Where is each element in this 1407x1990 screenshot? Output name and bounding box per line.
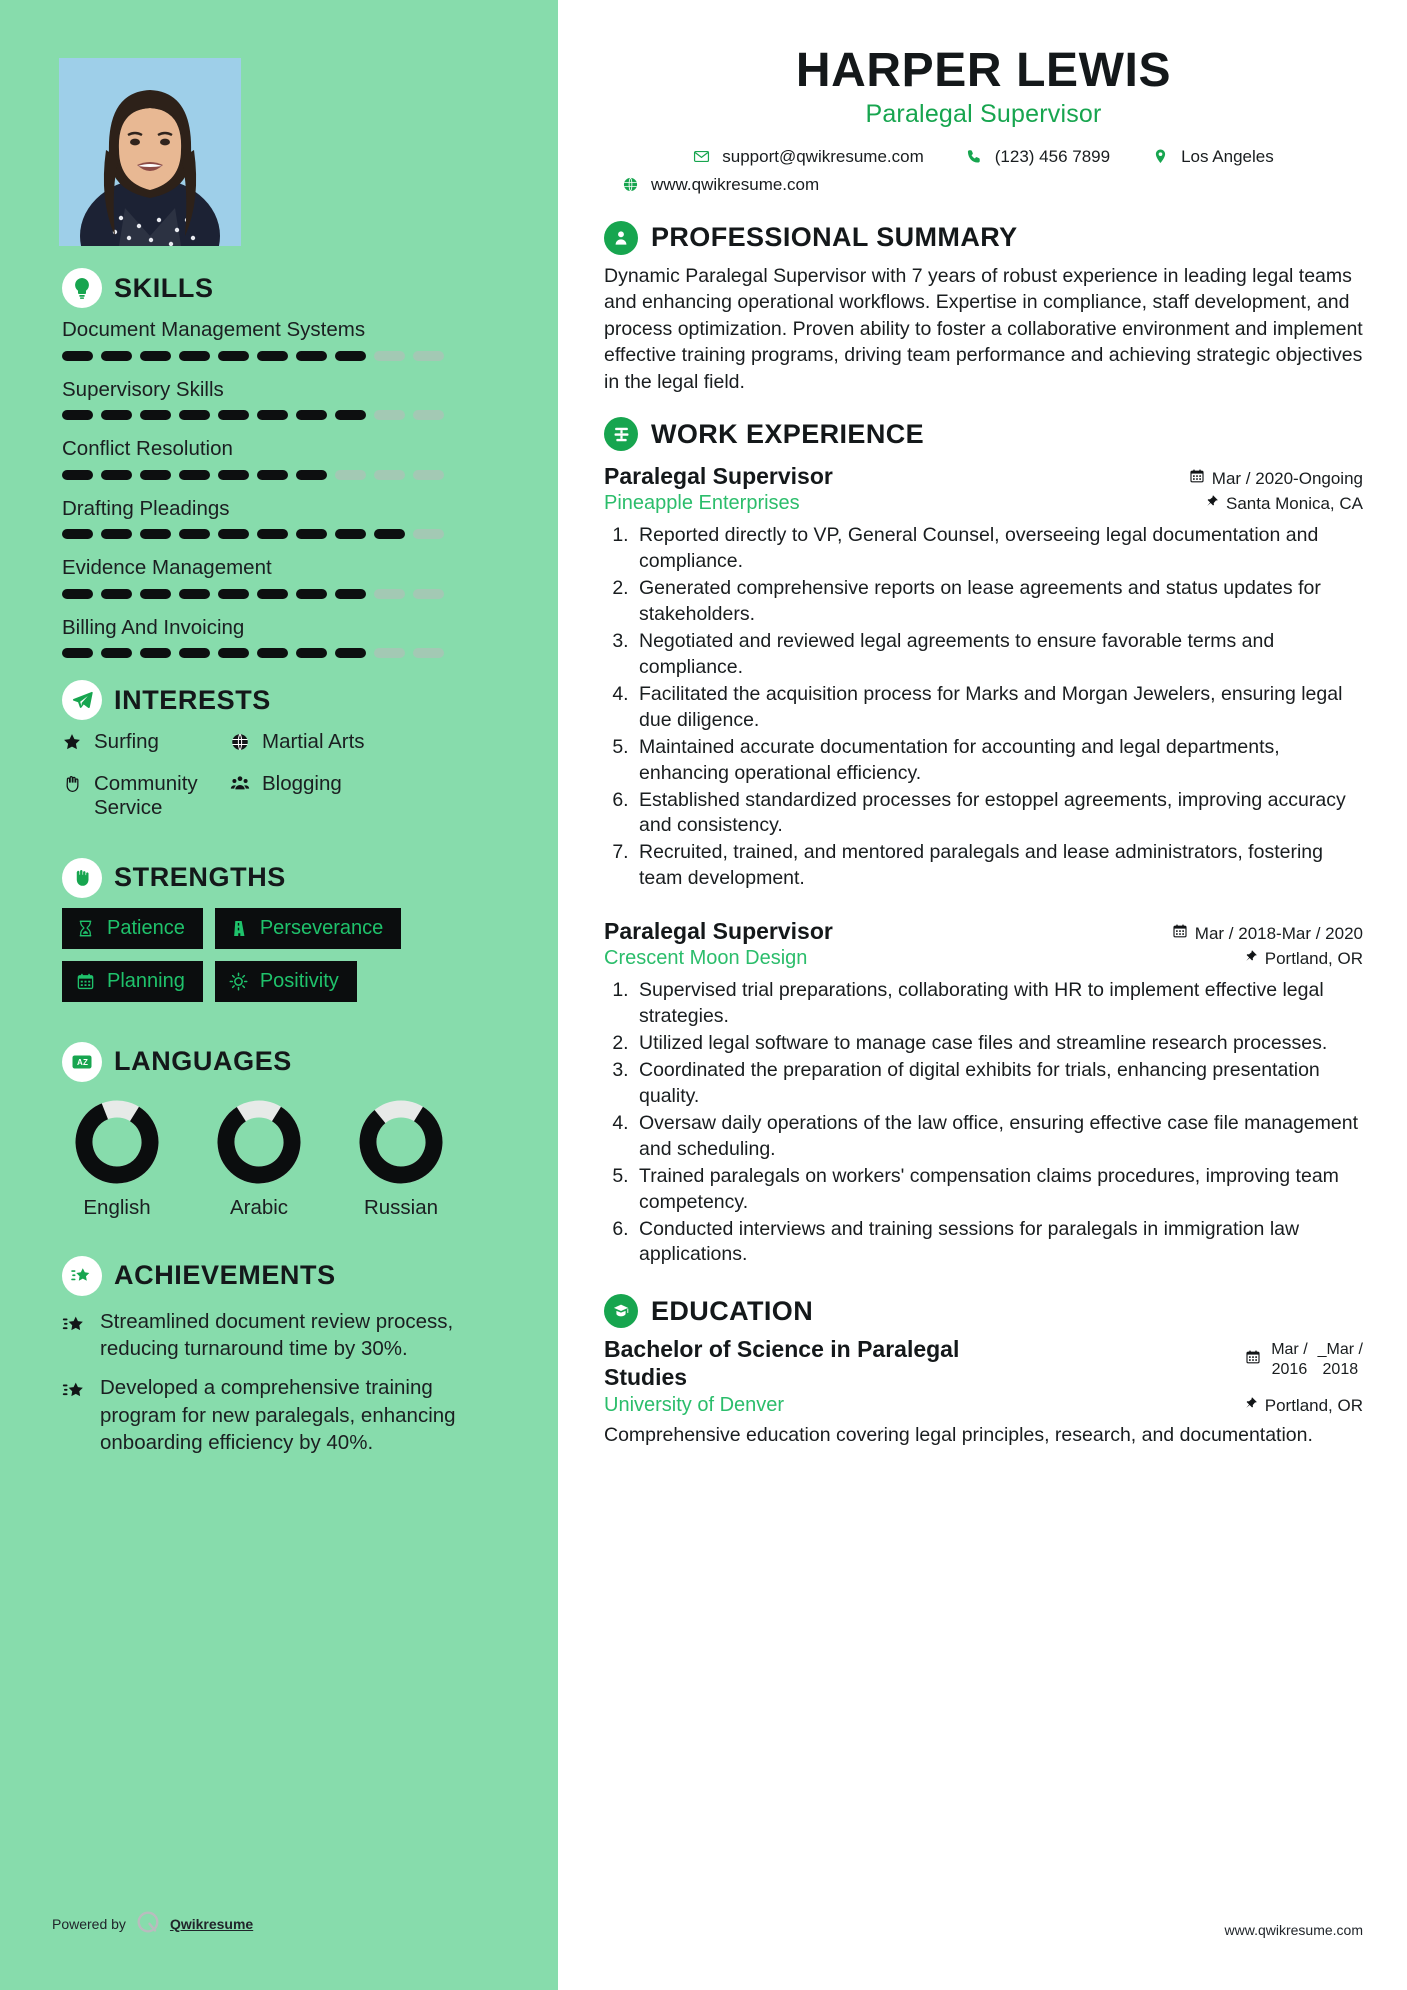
- education-header: [604, 1294, 1363, 1328]
- map-pin-icon: [1152, 148, 1170, 165]
- calendar-icon: [1245, 1349, 1261, 1370]
- job-bullet: 4. Facilitated the acquisition process for Marks and Morgan Jewelers, ensuring legal due diligence.: [634, 682, 1363, 734]
- skill-dash: [218, 589, 249, 599]
- education-subheader: [604, 1394, 1363, 1417]
- interest-label: Martial Arts: [262, 730, 365, 754]
- achievement-text: Developed a comprehensive training program for new paralegals, enhancing onboarding efficiency by 40%.: [100, 1376, 456, 1454]
- skill-row: [62, 318, 496, 361]
- education-start-date: [1271, 1340, 1307, 1378]
- skill-dash: [413, 529, 444, 539]
- education-end-year: 2018: [1322, 1360, 1359, 1378]
- skill-dash: [374, 470, 405, 480]
- interest-label: Surfing: [94, 730, 159, 754]
- pin-icon: [1204, 494, 1219, 514]
- qwikresume-logo-icon: [135, 1909, 161, 1938]
- person-icon: [604, 221, 638, 255]
- skill-dash: [413, 470, 444, 480]
- education-dates: [1245, 1336, 1363, 1378]
- avatar: [59, 58, 241, 246]
- strength-label: Positivity: [259, 969, 339, 992]
- job-bullet: 1. Reported directly to VP, General Counsel, overseeing legal documentation and compliance.: [634, 523, 1363, 575]
- job-bullets: [634, 978, 1363, 1268]
- paper-plane-icon: [62, 680, 102, 720]
- skill-label: Evidence Management: [62, 556, 272, 580]
- achievements-header: [62, 1256, 496, 1296]
- strength-label: Patience: [107, 916, 185, 939]
- skill-dash: [374, 589, 405, 599]
- job-bullet: 2. Utilized legal software to manage case files and streamline research processes.: [634, 1031, 1363, 1057]
- interest-item: [62, 772, 222, 820]
- main-footer-url: www.qwikresume.com: [1224, 1922, 1363, 1938]
- job-title: Paralegal Supervisor: [604, 918, 833, 945]
- skill-dash: [257, 470, 288, 480]
- job-dates: [1189, 468, 1363, 489]
- contact-row-website: [604, 175, 1363, 195]
- svg-text:Z: Z: [83, 1057, 88, 1067]
- calendar-icon: [76, 972, 96, 991]
- achievement-item: [62, 1308, 496, 1363]
- job-entry: [604, 463, 1363, 892]
- job-bullet: 2. Generated comprehensive reports on lease agreements and status updates for stakeholders.: [634, 576, 1363, 628]
- interests-header: [62, 680, 496, 720]
- language-item: [62, 1098, 172, 1220]
- contact-map-pin[interactable]: [1152, 147, 1274, 167]
- calendar-icon: [1172, 923, 1188, 944]
- language-item: [204, 1098, 314, 1220]
- summary-title: PROFESSIONAL SUMMARY: [651, 222, 1018, 253]
- language-donut: [73, 1098, 161, 1186]
- jobs-list: [604, 463, 1363, 1268]
- achievement-text: Streamlined document review process, reducing turnaround time by 30%.: [100, 1309, 454, 1361]
- skill-rating-bar: [62, 648, 496, 658]
- interest-label: Blogging: [262, 771, 342, 795]
- job-company: Crescent Moon Design: [604, 947, 808, 970]
- achievement-item: [62, 1374, 496, 1456]
- education-location: [1243, 1396, 1363, 1416]
- skill-dash: [179, 589, 210, 599]
- job-header: [604, 463, 1363, 490]
- profile-photo: [59, 58, 241, 246]
- skill-dash: [374, 648, 405, 658]
- job-bullet: 3. Negotiated and reviewed legal agreements to ensure favorable terms and compliance.: [634, 629, 1363, 681]
- skill-dash: [257, 410, 288, 420]
- job-subheader: [604, 492, 1363, 515]
- skill-dash: [413, 410, 444, 420]
- skill-dash: [179, 470, 210, 480]
- languages-title: LANGUAGES: [114, 1046, 292, 1077]
- skill-dash: [413, 648, 444, 658]
- calendar-icon: [1189, 468, 1205, 489]
- job-location: [1204, 494, 1363, 514]
- job-entry: [604, 918, 1363, 1268]
- qwikresume-link[interactable]: Qwikresume: [169, 1915, 254, 1932]
- skill-dash: [140, 529, 171, 539]
- section-work-experience: [604, 417, 1363, 1268]
- skills-list: [62, 318, 496, 658]
- strength-chip: [62, 908, 203, 949]
- achievements-list: [62, 1308, 496, 1456]
- education-entry: [604, 1336, 1363, 1448]
- lightbulb-icon: [62, 268, 102, 308]
- skill-dash: [62, 470, 93, 480]
- education-location-text: Portland, OR: [1264, 1395, 1363, 1415]
- education-school: University of Denver: [604, 1393, 785, 1416]
- skill-rating-bar: [62, 589, 496, 599]
- graduate-icon: [604, 1294, 638, 1328]
- section-interests: [62, 680, 496, 820]
- job-header: [604, 918, 1363, 945]
- skill-dash: [296, 351, 327, 361]
- skill-dash: [62, 351, 93, 361]
- skill-dash: [140, 410, 171, 420]
- phone-icon: [966, 148, 984, 165]
- job-dates-text: Mar / 2018-Mar / 2020: [1194, 923, 1363, 943]
- contact-block: [604, 147, 1363, 195]
- skill-rating-bar: [62, 470, 496, 480]
- education-end-date: [1318, 1340, 1363, 1378]
- language-item: [346, 1098, 456, 1220]
- job-bullet: 6. Conducted interviews and training sessions for paralegals in immigration law applications.: [634, 1217, 1363, 1269]
- section-languages: [62, 1042, 496, 1220]
- education-header: [604, 1336, 1363, 1391]
- envelope-icon: [693, 148, 711, 165]
- skill-label: Conflict Resolution: [62, 437, 233, 461]
- skill-row: [62, 378, 496, 421]
- language-label: Russian: [363, 1195, 439, 1219]
- section-skills: [62, 268, 496, 658]
- globe-icon: [230, 732, 252, 758]
- skill-dash: [140, 648, 171, 658]
- skill-dash: [296, 529, 327, 539]
- skill-dash: [296, 589, 327, 599]
- contact-envelope[interactable]: [693, 147, 924, 167]
- language-donut: [357, 1098, 445, 1186]
- job-location-text: Portland, OR: [1264, 949, 1363, 969]
- strength-chip: [215, 908, 401, 949]
- skill-dash: [218, 410, 249, 420]
- skill-dash: [257, 648, 288, 658]
- job-bullet: 7. Recruited, trained, and mentored paralegals and lease administrators, fostering team development.: [634, 840, 1363, 892]
- strengths-grid: [62, 908, 496, 1002]
- summary-text: Dynamic Paralegal Supervisor with 7 years of robust experience in leading legal teams and enhancing operational workflows. Expertise in compliance, staff development, and process optimization. Proven ability to foster a collaborative environment and implement effective training programs, driving team performance and achieving strategic objectives in the legal field.: [604, 264, 1363, 393]
- languages-header: [62, 1042, 496, 1082]
- skill-dash: [335, 351, 366, 361]
- languages-list: [62, 1098, 496, 1220]
- job-bullet: 5. Maintained accurate documentation for accounting and legal departments, enhancing operational efficiency.: [634, 735, 1363, 787]
- job-location-text: Santa Monica, CA: [1225, 494, 1363, 514]
- skill-label: Document Management Systems: [62, 318, 366, 341]
- strength-label: Planning: [107, 969, 185, 992]
- skill-row: [62, 616, 496, 659]
- job-bullets: [634, 523, 1363, 892]
- skill-dash: [140, 589, 171, 599]
- skill-dash: [413, 351, 444, 361]
- road-icon: [229, 919, 249, 938]
- skill-dash: [179, 410, 210, 420]
- skill-dash: [218, 470, 249, 480]
- skill-dash: [101, 470, 132, 480]
- skill-dash: [218, 648, 249, 658]
- skill-row: [62, 497, 496, 540]
- skill-label: Drafting Pleadings: [62, 496, 230, 520]
- achievements-title: ACHIEVEMENTS: [114, 1260, 336, 1291]
- section-achievements: [62, 1256, 496, 1456]
- hourglass-icon: [76, 919, 96, 938]
- skill-dash: [101, 648, 132, 658]
- skill-dash: [101, 351, 132, 361]
- interest-item: [230, 772, 496, 820]
- svg-text:A: A: [77, 1057, 83, 1067]
- skill-dash: [179, 648, 210, 658]
- skill-dash: [257, 529, 288, 539]
- skill-row: [62, 437, 496, 480]
- badge-star-icon: [62, 1312, 88, 1363]
- job-bullet: 5. Trained paralegals on workers' compensation claims procedures, improving team competency.: [634, 1164, 1363, 1216]
- contact-value: support@qwikresume.com: [722, 146, 924, 166]
- strength-chip: [215, 961, 357, 1002]
- skill-dash: [140, 470, 171, 480]
- skills-header: [62, 268, 496, 308]
- job-bullet: 1. Supervised trial preparations, collaborating with HR to implement effective legal strategies.: [634, 978, 1363, 1030]
- translate-icon: [62, 1042, 102, 1082]
- language-donut: [215, 1098, 303, 1186]
- skill-dash: [335, 589, 366, 599]
- skill-dash: [257, 351, 288, 361]
- skill-dash: [62, 410, 93, 420]
- contact-website[interactable]: [622, 175, 819, 195]
- contact-value: www.qwikresume.com: [651, 174, 820, 194]
- sidebar-footer: [52, 1909, 253, 1938]
- interest-item: [62, 730, 222, 758]
- powered-by-label: Powered by: [52, 1915, 126, 1932]
- education-list: [604, 1336, 1363, 1448]
- skill-dash: [140, 351, 171, 361]
- strengths-title: STRENGTHS: [114, 862, 286, 893]
- skill-rating-bar: [62, 410, 496, 420]
- badge-star-icon: [62, 1256, 102, 1296]
- job-subheader: [604, 947, 1363, 970]
- skill-dash: [296, 648, 327, 658]
- globe-icon: [622, 176, 640, 193]
- contact-value: Los Angeles: [1181, 146, 1274, 166]
- pin-icon: [1243, 1396, 1258, 1416]
- interests-title: INTERESTS: [114, 684, 271, 715]
- skill-dash: [296, 410, 327, 420]
- education-title: EDUCATION: [651, 1295, 814, 1326]
- main-column: [558, 0, 1407, 1990]
- interest-label: Community Service: [94, 771, 198, 819]
- skill-dash: [179, 529, 210, 539]
- skill-dash: [335, 470, 366, 480]
- skill-row: [62, 556, 496, 599]
- skill-label: Supervisory Skills: [62, 377, 224, 401]
- skill-dash: [62, 589, 93, 599]
- interest-item: [230, 730, 496, 758]
- skill-rating-bar: [62, 529, 496, 539]
- job-company: Pineapple Enterprises: [604, 492, 800, 515]
- education-description: Comprehensive education covering legal principles, research, and documentation.: [604, 1423, 1313, 1446]
- job-bullet: 4. Oversaw daily operations of the law office, ensuring effective case file management and scheduling.: [634, 1111, 1363, 1163]
- education-degree: Bachelor of Science in Paralegal Studies: [604, 1336, 960, 1390]
- skill-dash: [101, 529, 132, 539]
- strength-label: Perseverance: [259, 916, 384, 939]
- job-location: [1243, 949, 1363, 969]
- education-start-year: 2016: [1271, 1360, 1308, 1378]
- job-title: Paralegal Supervisor: [604, 463, 833, 490]
- section-strengths: [62, 858, 496, 1002]
- badge-star-icon: [62, 1378, 88, 1456]
- skill-dash: [335, 410, 366, 420]
- hand-icon: [62, 774, 84, 800]
- education-start-month: Mar /: [1271, 1341, 1308, 1359]
- skill-dash: [296, 470, 327, 480]
- contact-phone[interactable]: [966, 147, 1110, 167]
- skill-dash: [374, 351, 405, 361]
- sun-icon: [229, 972, 249, 991]
- section-professional-summary: [604, 221, 1363, 396]
- skill-dash: [374, 529, 405, 539]
- star-icon: [62, 732, 84, 758]
- skill-dash: [335, 529, 366, 539]
- skills-title: SKILLS: [114, 272, 214, 303]
- section-education: [604, 1294, 1363, 1448]
- work-header: [604, 417, 1363, 451]
- skill-dash: [413, 589, 444, 599]
- skill-dash: [62, 648, 93, 658]
- fist-icon: [62, 858, 102, 898]
- contact-value: (123) 456 7899: [994, 146, 1111, 166]
- job-bullet: 3. Coordinated the preparation of digital exhibits for trials, enhancing presentation quality.: [634, 1058, 1363, 1110]
- job-bullet: 6. Established standardized processes for estoppel agreements, improving accuracy and consistency.: [634, 788, 1363, 840]
- education-end-month: _Mar /: [1317, 1341, 1363, 1359]
- job-role-subtitle: Paralegal Supervisor: [865, 99, 1102, 128]
- language-label: Arabic: [229, 1195, 289, 1219]
- language-label: English: [83, 1195, 151, 1219]
- skill-dash: [101, 589, 132, 599]
- skill-dash: [101, 410, 132, 420]
- skill-dash: [374, 410, 405, 420]
- users-icon: [230, 774, 252, 800]
- skill-dash: [257, 589, 288, 599]
- skill-label: Billing And Invoicing: [62, 615, 245, 639]
- skill-dash: [335, 648, 366, 658]
- skill-dash: [179, 351, 210, 361]
- strengths-header: [62, 858, 496, 898]
- skill-dash: [218, 529, 249, 539]
- skill-rating-bar: [62, 351, 496, 361]
- interests-grid: [62, 730, 496, 820]
- summary-header: [604, 221, 1363, 255]
- page-title: HARPER LEWIS: [795, 44, 1172, 97]
- job-dates: [1172, 923, 1363, 944]
- contact-row-primary: [604, 147, 1363, 167]
- skill-dash: [62, 529, 93, 539]
- skill-dash: [218, 351, 249, 361]
- briefcase-icon: [604, 417, 638, 451]
- pin-icon: [1243, 949, 1258, 969]
- work-title: WORK EXPERIENCE: [651, 418, 925, 449]
- strength-chip: [62, 961, 203, 1002]
- sidebar: [0, 0, 558, 1990]
- job-dates-text: Mar / 2020-Ongoing: [1211, 468, 1363, 488]
